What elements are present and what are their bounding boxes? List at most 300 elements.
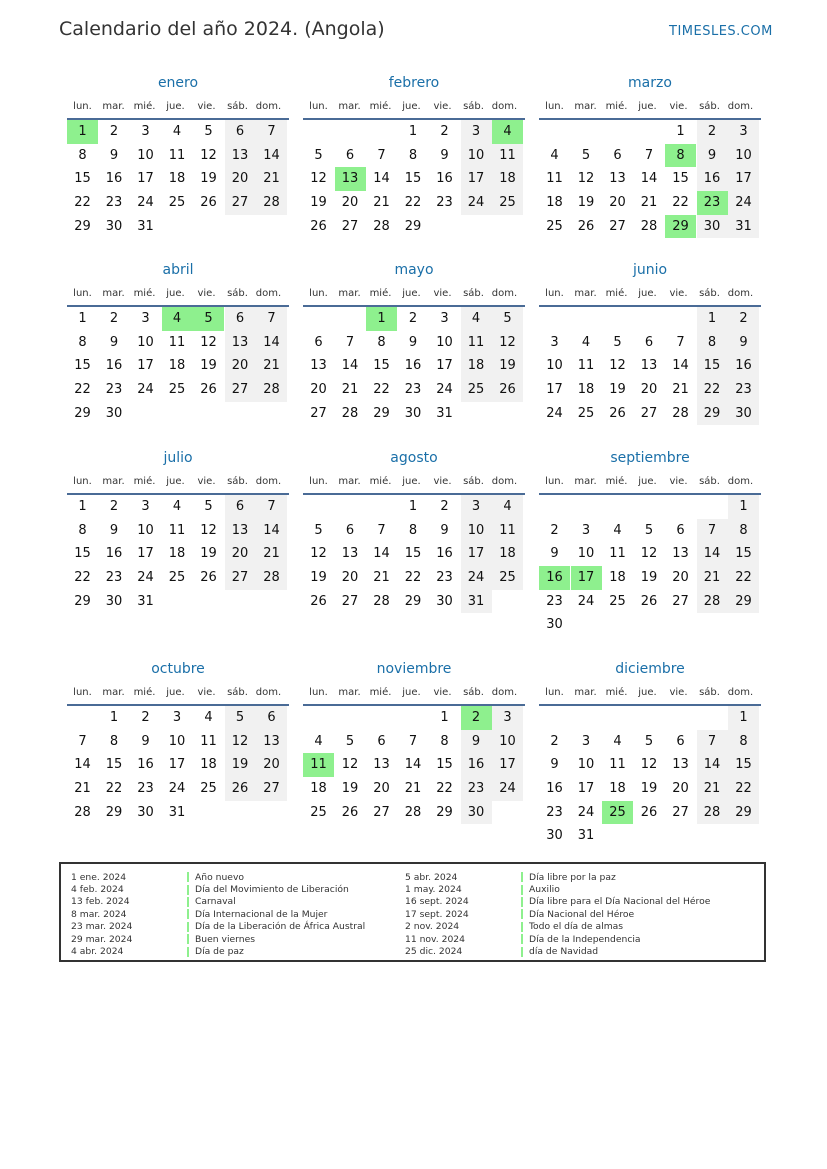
day-cell[interactable]: 1 [728, 706, 759, 730]
day-cell[interactable]: 3 [581, 733, 591, 749]
day-cell[interactable]: 29 [105, 804, 123, 820]
day-cell[interactable]: 31 [168, 804, 186, 820]
day-cell[interactable]: 27 [373, 804, 390, 820]
day-cell[interactable]: 27 [672, 804, 689, 820]
day-cell[interactable]: 15 [672, 171, 689, 187]
day-cell[interactable]: 21 [697, 777, 728, 801]
day-cell[interactable]: 3 [461, 495, 492, 519]
day-cell[interactable]: 9 [728, 331, 759, 355]
day-cell[interactable]: 17 [137, 171, 154, 187]
day-cell[interactable]: 10 [137, 522, 154, 538]
day-cell[interactable]: 30 [404, 405, 422, 421]
day-cell[interactable]: 29 [74, 593, 91, 609]
day-cell[interactable]: 10 [577, 757, 595, 773]
day-cell[interactable]: 28 [373, 593, 390, 609]
day-cell[interactable]: 18 [609, 570, 626, 586]
day-cell[interactable]: 13 [310, 358, 327, 374]
day-cell[interactable]: 6 [314, 334, 323, 350]
day-cell[interactable]: 29 [728, 801, 759, 825]
day-cell[interactable]: 13 [225, 144, 256, 168]
day-cell[interactable]: 23 [697, 191, 728, 215]
day-cell[interactable]: 17 [461, 167, 492, 191]
day-cell[interactable]: 11 [609, 757, 626, 773]
day-cell[interactable]: 22 [105, 781, 123, 797]
day-cell[interactable]: 16 [436, 546, 453, 562]
day-cell[interactable]: 6 [676, 522, 685, 538]
day-cell[interactable]: 8 [109, 733, 119, 749]
day-cell[interactable]: 4 [492, 120, 523, 144]
day-cell[interactable]: 26 [577, 218, 595, 234]
day-cell[interactable]: 4 [172, 124, 182, 139]
day-cell[interactable]: 9 [697, 144, 728, 168]
day-cell[interactable]: 20 [225, 354, 256, 378]
day-cell[interactable]: 6 [225, 307, 256, 331]
day-cell[interactable]: 31 [461, 590, 492, 614]
day-cell[interactable]: 18 [168, 358, 186, 374]
day-cell[interactable]: 16 [105, 358, 123, 374]
day-cell[interactable]: 12 [492, 331, 523, 355]
day-cell[interactable]: 21 [697, 566, 728, 590]
day-cell[interactable]: 7 [408, 733, 418, 749]
day-cell[interactable]: 5 [613, 334, 622, 350]
day-cell[interactable]: 16 [105, 546, 123, 562]
day-cell[interactable]: 24 [461, 566, 492, 590]
day-cell[interactable]: 23 [436, 570, 453, 586]
day-cell[interactable]: 18 [168, 171, 186, 187]
day-cell[interactable]: 23 [105, 195, 123, 211]
day-cell[interactable]: 28 [697, 801, 728, 825]
day-cell[interactable]: 12 [225, 730, 256, 754]
day-cell[interactable]: 4 [613, 522, 622, 538]
day-cell[interactable]: 23 [546, 804, 563, 820]
day-cell[interactable]: 24 [436, 382, 453, 398]
day-cell[interactable]: 13 [256, 730, 287, 754]
day-cell[interactable]: 17 [728, 167, 759, 191]
day-cell[interactable]: 29 [728, 590, 759, 614]
day-cell[interactable]: 20 [672, 781, 689, 797]
day-cell[interactable]: 8 [408, 147, 418, 163]
day-cell[interactable]: 30 [546, 828, 563, 844]
day-cell[interactable]: 26 [609, 405, 626, 421]
day-cell[interactable]: 15 [74, 171, 91, 187]
day-cell[interactable]: 11 [200, 733, 217, 749]
day-cell[interactable]: 21 [74, 781, 91, 797]
day-cell[interactable]: 23 [436, 195, 453, 211]
day-cell[interactable]: 5 [581, 147, 591, 163]
day-cell[interactable]: 16 [436, 171, 453, 187]
day-cell[interactable]: 19 [310, 570, 327, 586]
day-cell[interactable]: 18 [546, 195, 563, 211]
day-cell[interactable]: 24 [728, 191, 759, 215]
day-cell[interactable]: 19 [310, 195, 327, 211]
day-cell[interactable]: 23 [105, 570, 123, 586]
day-cell[interactable]: 10 [728, 144, 759, 168]
day-cell[interactable]: 5 [644, 733, 654, 749]
day-cell[interactable]: 6 [613, 147, 622, 163]
day-cell[interactable]: 1 [408, 499, 418, 514]
day-cell[interactable]: 22 [404, 195, 422, 211]
day-cell[interactable]: 7 [697, 730, 728, 754]
day-cell[interactable]: 13 [640, 358, 658, 374]
day-cell[interactable]: 6 [644, 334, 654, 350]
day-cell[interactable]: 2 [408, 311, 418, 326]
day-cell[interactable]: 30 [728, 402, 759, 426]
day-cell[interactable]: 17 [168, 757, 186, 773]
day-cell[interactable]: 2 [440, 499, 449, 514]
day-cell[interactable]: 30 [436, 593, 453, 609]
day-cell[interactable]: 18 [168, 546, 186, 562]
day-cell[interactable]: 1 [408, 124, 418, 139]
day-cell[interactable]: 4 [492, 495, 523, 519]
day-cell[interactable]: 27 [341, 593, 359, 609]
day-cell[interactable]: 3 [581, 522, 591, 538]
day-cell[interactable]: 12 [577, 171, 595, 187]
day-cell[interactable]: 27 [225, 191, 256, 215]
day-cell[interactable]: 24 [168, 781, 186, 797]
day-cell[interactable]: 25 [168, 195, 186, 211]
day-cell[interactable]: 4 [314, 733, 323, 749]
day-cell[interactable]: 1 [697, 307, 728, 331]
day-cell[interactable]: 10 [492, 730, 523, 754]
day-cell[interactable]: 8 [78, 147, 87, 163]
day-cell[interactable]: 30 [105, 593, 123, 609]
day-cell[interactable]: 14 [341, 358, 359, 374]
day-cell[interactable]: 18 [609, 781, 626, 797]
day-cell[interactable]: 26 [640, 593, 658, 609]
day-cell[interactable]: 8 [78, 334, 87, 350]
day-cell[interactable]: 8 [377, 334, 386, 350]
day-cell[interactable]: 15 [105, 757, 123, 773]
day-cell[interactable]: 17 [461, 542, 492, 566]
day-cell[interactable]: 26 [200, 195, 217, 211]
day-cell[interactable]: 2 [141, 710, 150, 725]
day-cell[interactable]: 22 [697, 378, 728, 402]
day-cell[interactable]: 17 [571, 566, 602, 590]
day-cell[interactable]: 6 [256, 706, 287, 730]
day-cell[interactable]: 2 [440, 124, 449, 139]
day-cell[interactable]: 14 [697, 542, 728, 566]
day-cell[interactable]: 21 [256, 354, 287, 378]
day-cell[interactable]: 10 [137, 147, 154, 163]
day-cell[interactable]: 13 [672, 546, 689, 562]
day-cell[interactable]: 25 [602, 801, 633, 825]
day-cell[interactable]: 22 [728, 777, 759, 801]
day-cell[interactable]: 11 [303, 753, 334, 777]
day-cell[interactable]: 29 [373, 405, 390, 421]
day-cell[interactable]: 5 [492, 307, 523, 331]
day-cell[interactable]: 19 [609, 382, 626, 398]
day-cell[interactable]: 19 [640, 781, 658, 797]
day-cell[interactable]: 7 [377, 147, 386, 163]
day-cell[interactable]: 11 [609, 546, 626, 562]
day-cell[interactable]: 17 [137, 358, 154, 374]
day-cell[interactable]: 14 [404, 757, 422, 773]
day-cell[interactable]: 7 [256, 120, 287, 144]
day-cell[interactable]: 6 [377, 733, 386, 749]
day-cell[interactable]: 9 [550, 546, 559, 562]
day-cell[interactable]: 26 [492, 378, 523, 402]
day-cell[interactable]: 27 [256, 777, 287, 801]
day-cell[interactable]: 12 [200, 334, 217, 350]
day-cell[interactable]: 10 [168, 733, 186, 749]
day-cell[interactable]: 21 [672, 382, 689, 398]
day-cell[interactable]: 2 [550, 522, 559, 538]
day-cell[interactable]: 7 [697, 519, 728, 543]
day-cell[interactable]: 15 [74, 546, 91, 562]
day-cell[interactable]: 22 [74, 195, 91, 211]
day-cell[interactable]: 25 [492, 566, 523, 590]
day-cell[interactable]: 13 [225, 331, 256, 355]
day-cell[interactable]: 9 [408, 334, 418, 350]
brand-logo-text[interactable]: TIMESLES.COM [669, 24, 773, 39]
day-cell[interactable]: 14 [256, 331, 287, 355]
day-cell[interactable]: 23 [137, 781, 154, 797]
day-cell[interactable]: 13 [225, 519, 256, 543]
day-cell[interactable]: 2 [461, 706, 492, 730]
day-cell[interactable]: 25 [200, 781, 217, 797]
day-cell[interactable]: 17 [492, 753, 523, 777]
day-cell[interactable]: 28 [341, 405, 359, 421]
day-cell[interactable]: 5 [225, 706, 256, 730]
day-cell[interactable]: 27 [609, 218, 626, 234]
day-cell[interactable]: 26 [310, 593, 327, 609]
day-cell[interactable]: 26 [310, 218, 327, 234]
day-cell[interactable]: 19 [341, 781, 359, 797]
day-cell[interactable]: 16 [539, 566, 570, 590]
day-cell[interactable]: 20 [256, 753, 287, 777]
day-cell[interactable]: 28 [256, 191, 287, 215]
day-cell[interactable]: 25 [577, 405, 595, 421]
day-cell[interactable]: 26 [225, 777, 256, 801]
day-cell[interactable]: 5 [314, 147, 323, 163]
day-cell[interactable]: 1 [78, 311, 87, 326]
day-cell[interactable]: 29 [74, 218, 91, 234]
day-cell[interactable]: 18 [310, 781, 327, 797]
day-cell[interactable]: 31 [137, 218, 154, 234]
day-cell[interactable]: 12 [640, 546, 658, 562]
day-cell[interactable]: 1 [67, 120, 98, 144]
day-cell[interactable]: 9 [461, 730, 492, 754]
day-cell[interactable]: 29 [697, 402, 728, 426]
day-cell[interactable]: 25 [492, 191, 523, 215]
day-cell[interactable]: 3 [141, 499, 150, 514]
day-cell[interactable]: 24 [492, 777, 523, 801]
day-cell[interactable]: 6 [345, 147, 355, 163]
day-cell[interactable]: 19 [492, 354, 523, 378]
day-cell[interactable]: 28 [404, 804, 422, 820]
day-cell[interactable]: 16 [697, 167, 728, 191]
day-cell[interactable]: 5 [644, 522, 654, 538]
day-cell[interactable]: 23 [105, 382, 123, 398]
day-cell[interactable]: 27 [225, 378, 256, 402]
day-cell[interactable]: 13 [672, 757, 689, 773]
day-cell[interactable]: 9 [109, 522, 119, 538]
day-cell[interactable]: 24 [461, 191, 492, 215]
day-cell[interactable]: 3 [440, 311, 449, 326]
day-cell[interactable]: 27 [310, 405, 327, 421]
day-cell[interactable]: 28 [373, 218, 390, 234]
day-cell[interactable]: 19 [577, 195, 595, 211]
day-cell[interactable]: 2 [109, 311, 119, 326]
day-cell[interactable]: 23 [461, 777, 492, 801]
day-cell[interactable]: 11 [461, 331, 492, 355]
day-cell[interactable]: 28 [672, 405, 689, 421]
day-cell[interactable]: 8 [408, 522, 418, 538]
day-cell[interactable]: 10 [436, 334, 453, 350]
day-cell[interactable]: 16 [137, 757, 154, 773]
day-cell[interactable]: 4 [204, 710, 213, 725]
day-cell[interactable]: 4 [550, 147, 559, 163]
day-cell[interactable]: 30 [461, 801, 492, 825]
day-cell[interactable]: 30 [105, 405, 123, 421]
day-cell[interactable]: 25 [461, 378, 492, 402]
day-cell[interactable]: 15 [697, 354, 728, 378]
day-cell[interactable]: 21 [373, 195, 390, 211]
day-cell[interactable]: 15 [728, 753, 759, 777]
day-cell[interactable]: 12 [310, 546, 327, 562]
day-cell[interactable]: 19 [200, 546, 217, 562]
day-cell[interactable]: 21 [256, 542, 287, 566]
day-cell[interactable]: 27 [672, 593, 689, 609]
day-cell[interactable]: 2 [728, 307, 759, 331]
day-cell[interactable]: 23 [546, 593, 563, 609]
day-cell[interactable]: 13 [335, 167, 366, 191]
day-cell[interactable]: 9 [550, 757, 559, 773]
day-cell[interactable]: 22 [672, 195, 689, 211]
day-cell[interactable]: 1 [676, 124, 685, 139]
day-cell[interactable]: 29 [436, 804, 453, 820]
day-cell[interactable]: 2 [109, 124, 119, 139]
day-cell[interactable]: 8 [728, 519, 759, 543]
day-cell[interactable]: 27 [225, 566, 256, 590]
day-cell[interactable]: 24 [577, 593, 595, 609]
day-cell[interactable]: 16 [404, 358, 422, 374]
day-cell[interactable]: 19 [200, 358, 217, 374]
day-cell[interactable]: 7 [676, 334, 685, 350]
day-cell[interactable]: 11 [492, 519, 523, 543]
day-cell[interactable]: 21 [404, 781, 422, 797]
day-cell[interactable]: 15 [373, 358, 390, 374]
day-cell[interactable]: 10 [461, 144, 492, 168]
day-cell[interactable]: 8 [665, 144, 696, 168]
day-cell[interactable]: 15 [404, 171, 422, 187]
day-cell[interactable]: 20 [640, 382, 658, 398]
day-cell[interactable]: 9 [109, 334, 119, 350]
day-cell[interactable]: 14 [74, 757, 91, 773]
day-cell[interactable]: 7 [377, 522, 386, 538]
day-cell[interactable]: 10 [461, 519, 492, 543]
day-cell[interactable]: 23 [404, 382, 422, 398]
day-cell[interactable]: 31 [728, 215, 759, 239]
day-cell[interactable]: 19 [225, 753, 256, 777]
day-cell[interactable]: 20 [609, 195, 626, 211]
day-cell[interactable]: 15 [728, 542, 759, 566]
day-cell[interactable]: 21 [373, 570, 390, 586]
day-cell[interactable]: 26 [341, 804, 359, 820]
day-cell[interactable]: 17 [546, 382, 563, 398]
day-cell[interactable]: 12 [341, 757, 359, 773]
day-cell[interactable]: 26 [200, 382, 217, 398]
day-cell[interactable]: 6 [345, 522, 355, 538]
day-cell[interactable]: 20 [373, 781, 390, 797]
day-cell[interactable]: 1 [366, 307, 397, 331]
day-cell[interactable]: 24 [546, 405, 563, 421]
day-cell[interactable]: 3 [550, 334, 559, 350]
day-cell[interactable]: 5 [193, 307, 224, 331]
day-cell[interactable]: 5 [345, 733, 355, 749]
day-cell[interactable]: 11 [168, 334, 186, 350]
day-cell[interactable]: 1 [78, 499, 87, 514]
day-cell[interactable]: 17 [137, 546, 154, 562]
day-cell[interactable]: 19 [640, 570, 658, 586]
day-cell[interactable]: 25 [609, 593, 626, 609]
day-cell[interactable]: 6 [676, 733, 685, 749]
day-cell[interactable]: 20 [310, 382, 327, 398]
day-cell[interactable]: 8 [440, 733, 449, 749]
day-cell[interactable]: 4 [461, 307, 492, 331]
day-cell[interactable]: 8 [697, 331, 728, 355]
day-cell[interactable]: 16 [461, 753, 492, 777]
day-cell[interactable]: 13 [373, 757, 390, 773]
day-cell[interactable]: 25 [546, 218, 563, 234]
day-cell[interactable]: 9 [440, 147, 449, 163]
day-cell[interactable]: 3 [172, 710, 182, 725]
day-cell[interactable]: 6 [225, 495, 256, 519]
day-cell[interactable]: 11 [492, 144, 523, 168]
day-cell[interactable]: 12 [200, 147, 217, 163]
day-cell[interactable]: 5 [204, 124, 213, 139]
day-cell[interactable]: 2 [697, 120, 728, 144]
day-cell[interactable]: 2 [109, 499, 119, 514]
day-cell[interactable]: 4 [581, 334, 591, 350]
day-cell[interactable]: 14 [256, 519, 287, 543]
day-cell[interactable]: 11 [546, 171, 563, 187]
day-cell[interactable]: 2 [550, 733, 559, 749]
day-cell[interactable]: 14 [373, 171, 390, 187]
day-cell[interactable]: 17 [436, 358, 453, 374]
day-cell[interactable]: 10 [546, 358, 563, 374]
day-cell[interactable]: 25 [168, 570, 186, 586]
day-cell[interactable]: 4 [172, 499, 182, 514]
day-cell[interactable]: 11 [577, 358, 595, 374]
day-cell[interactable]: 22 [373, 382, 390, 398]
day-cell[interactable]: 27 [341, 218, 359, 234]
day-cell[interactable]: 28 [256, 566, 287, 590]
day-cell[interactable]: 12 [609, 358, 626, 374]
day-cell[interactable]: 20 [225, 167, 256, 191]
day-cell[interactable]: 25 [310, 804, 327, 820]
day-cell[interactable]: 20 [341, 195, 359, 211]
day-cell[interactable]: 3 [492, 706, 523, 730]
day-cell[interactable]: 29 [404, 593, 422, 609]
day-cell[interactable]: 13 [341, 546, 359, 562]
day-cell[interactable]: 24 [137, 570, 154, 586]
day-cell[interactable]: 19 [200, 171, 217, 187]
day-cell[interactable]: 30 [546, 617, 563, 633]
day-cell[interactable]: 28 [256, 378, 287, 402]
day-cell[interactable]: 28 [640, 218, 658, 234]
day-cell[interactable]: 4 [613, 733, 622, 749]
day-cell[interactable]: 4 [162, 307, 193, 331]
day-cell[interactable]: 6 [225, 120, 256, 144]
day-cell[interactable]: 18 [461, 354, 492, 378]
day-cell[interactable]: 20 [672, 570, 689, 586]
day-cell[interactable]: 20 [341, 570, 359, 586]
day-cell[interactable]: 26 [640, 804, 658, 820]
day-cell[interactable]: 29 [665, 215, 696, 239]
day-cell[interactable]: 17 [577, 781, 595, 797]
day-cell[interactable]: 18 [577, 382, 595, 398]
